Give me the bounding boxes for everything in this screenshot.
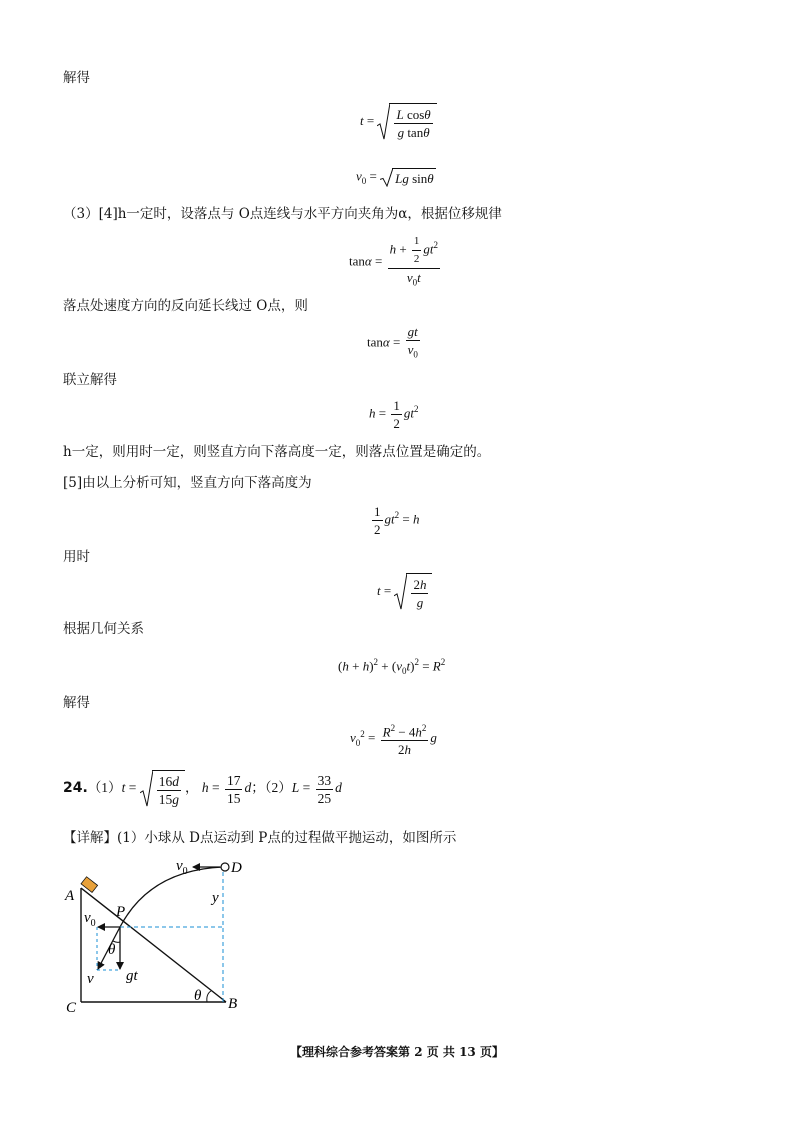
equation-tan-alpha-2: tanα = $\frac{gt}{v_0}$ xyxy=(367,324,418,360)
label-d: D xyxy=(231,860,242,876)
text-hfixed: h一定，则用时一定，则竖直方向下落高度一定，则落点位置是确定的。 xyxy=(63,444,491,460)
point-d xyxy=(221,863,229,871)
q24-number: 24. xyxy=(63,780,88,797)
label-v0-top: $v_0$ xyxy=(176,858,188,877)
equation-half-gt2: $\frac{1}{2}$ $gt^2 = h$ xyxy=(374,504,420,537)
text-lianli: 联立解得 xyxy=(63,372,117,388)
label-gt: gt xyxy=(126,968,138,984)
angle-arc-b xyxy=(207,991,211,1002)
label-theta-p: θ xyxy=(108,942,116,958)
label-b: B xyxy=(228,996,238,1012)
label-v: v xyxy=(87,971,94,987)
text-yongshi: 用时 xyxy=(63,549,90,565)
equation-t-sqrt: t = $\frac{2h}{g}$ xyxy=(377,573,432,611)
projectile-figure xyxy=(60,850,260,1020)
q24-part1-label: （1） xyxy=(87,780,122,796)
label-y: y xyxy=(212,890,219,906)
equation-geometry: $(h + h)^2 + (v_0t)^2 = R^2$ xyxy=(338,657,446,676)
text-jiede-2: 解得 xyxy=(63,695,90,711)
equation-tan-alpha-1: tanα = h + $\frac{1}{2}$ $gt^2$ $v_0t$ xyxy=(349,235,439,288)
text-part3: （3）[4]h一定时，设落点与 O点连线与水平方向夹角为α，根据位移规律 xyxy=(63,206,502,222)
equation-v0-squared: $v_0^2$ = $\frac{R^2 - 4h^2}{2h}$ g xyxy=(350,720,437,758)
label-v0-left: $v_0$ xyxy=(84,910,96,929)
equation-h: h = $\frac{1}{2}$ $gt^2$ xyxy=(369,398,419,431)
label-p: P xyxy=(116,904,126,920)
text-jiede-1: 解得 xyxy=(63,70,90,86)
equation-t: t = $\frac{\text{L cosθ}}{\text{g tanθ}}$ xyxy=(360,103,437,141)
q24-answer: 24.（1）t = $\frac{16d}{15g}$ ， h = $\frac{17}{15}$ d；（2）L = $\frac{33}{25}$ d xyxy=(63,770,342,808)
label-theta-b: θ xyxy=(194,988,202,1004)
label-a: A xyxy=(65,888,75,904)
equation-v0: $v_0$ = Lg sinθ xyxy=(356,168,434,187)
trajectory-arc xyxy=(120,867,223,927)
text-detail: 【详解】(1）小球从 D点运动到 P点的过程做平抛运动，如图所示 xyxy=(63,830,457,846)
text-geometry: 根据几何关系 xyxy=(63,621,144,637)
q24-part2-label: （2） xyxy=(264,780,292,796)
page-footer: 【理科综合参考答案第 2 页 共 13 页】 xyxy=(290,1045,504,1059)
label-c: C xyxy=(66,1000,77,1016)
text-part5: [5]由以上分析可知，竖直方向下落高度为 xyxy=(63,475,312,491)
text-reverse: 落点处速度方向的反向延长线过 O点，则 xyxy=(63,298,308,314)
incline-ab xyxy=(81,888,226,1002)
